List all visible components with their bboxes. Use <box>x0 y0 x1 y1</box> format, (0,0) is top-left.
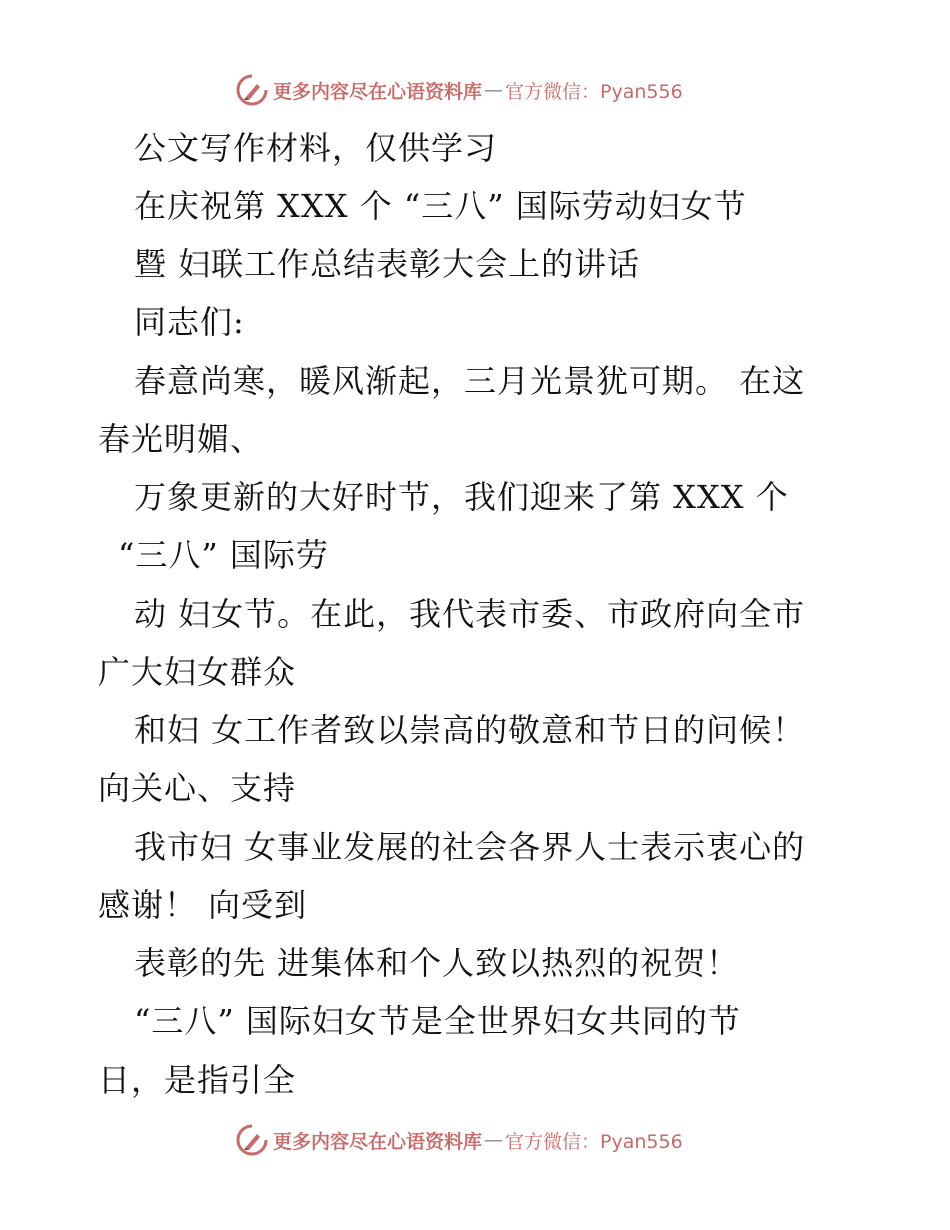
watermark-brand: 更多内容尽在心语资料库 <box>273 1130 483 1153</box>
doc-line: 向关心、支持 <box>98 769 297 807</box>
watermark-separator: — <box>484 79 504 101</box>
doc-line: 我市妇 女事业发展的社会各界人士表示衷心的 <box>134 828 806 866</box>
doc-line: 和妇 女工作者致以崇高的敬意和节日的问候！ <box>134 711 806 749</box>
doc-line: “三八” 国际劳 <box>118 536 329 574</box>
pen-nib-seal-icon <box>235 1123 269 1157</box>
doc-line: 在庆祝第 XXX 个 “三八” 国际劳动妇女节 <box>134 187 747 225</box>
doc-line: 动 妇女节。在此，我代表市委、市政府向全市 <box>134 595 806 633</box>
doc-line: 感谢！ 向受到 <box>98 886 308 924</box>
watermark-contact: 官方微信：Pyan556 <box>505 1130 683 1153</box>
watermark-brand: 更多内容尽在心语资料库 <box>273 80 483 103</box>
doc-line: “三八” 国际妇女节是全世界妇女共同的节 <box>134 1002 741 1040</box>
doc-line: 暨 妇联工作总结表彰大会上的讲话 <box>134 245 641 283</box>
footer-watermark <box>235 1122 683 1158</box>
doc-line: 广大妇女群众 <box>98 653 297 691</box>
doc-line: 万象更新的大好时节，我们迎来了第 XXX 个 <box>134 478 789 516</box>
doc-line: 日，是指引全 <box>98 1061 297 1099</box>
doc-line: 春意尚寒，暖风渐起，三月光景犹可期。 在这 <box>134 362 806 400</box>
doc-line: 表彰的先 进集体和个人致以热烈的祝贺！ <box>134 944 740 982</box>
doc-line: 公文写作材料，仅供学习 <box>134 129 498 167</box>
doc-line: 同志们: <box>134 303 245 341</box>
doc-line: 春光明媚、 <box>98 420 264 458</box>
watermark-separator: — <box>484 1129 504 1151</box>
watermark-contact: 官方微信：Pyan556 <box>505 80 683 103</box>
